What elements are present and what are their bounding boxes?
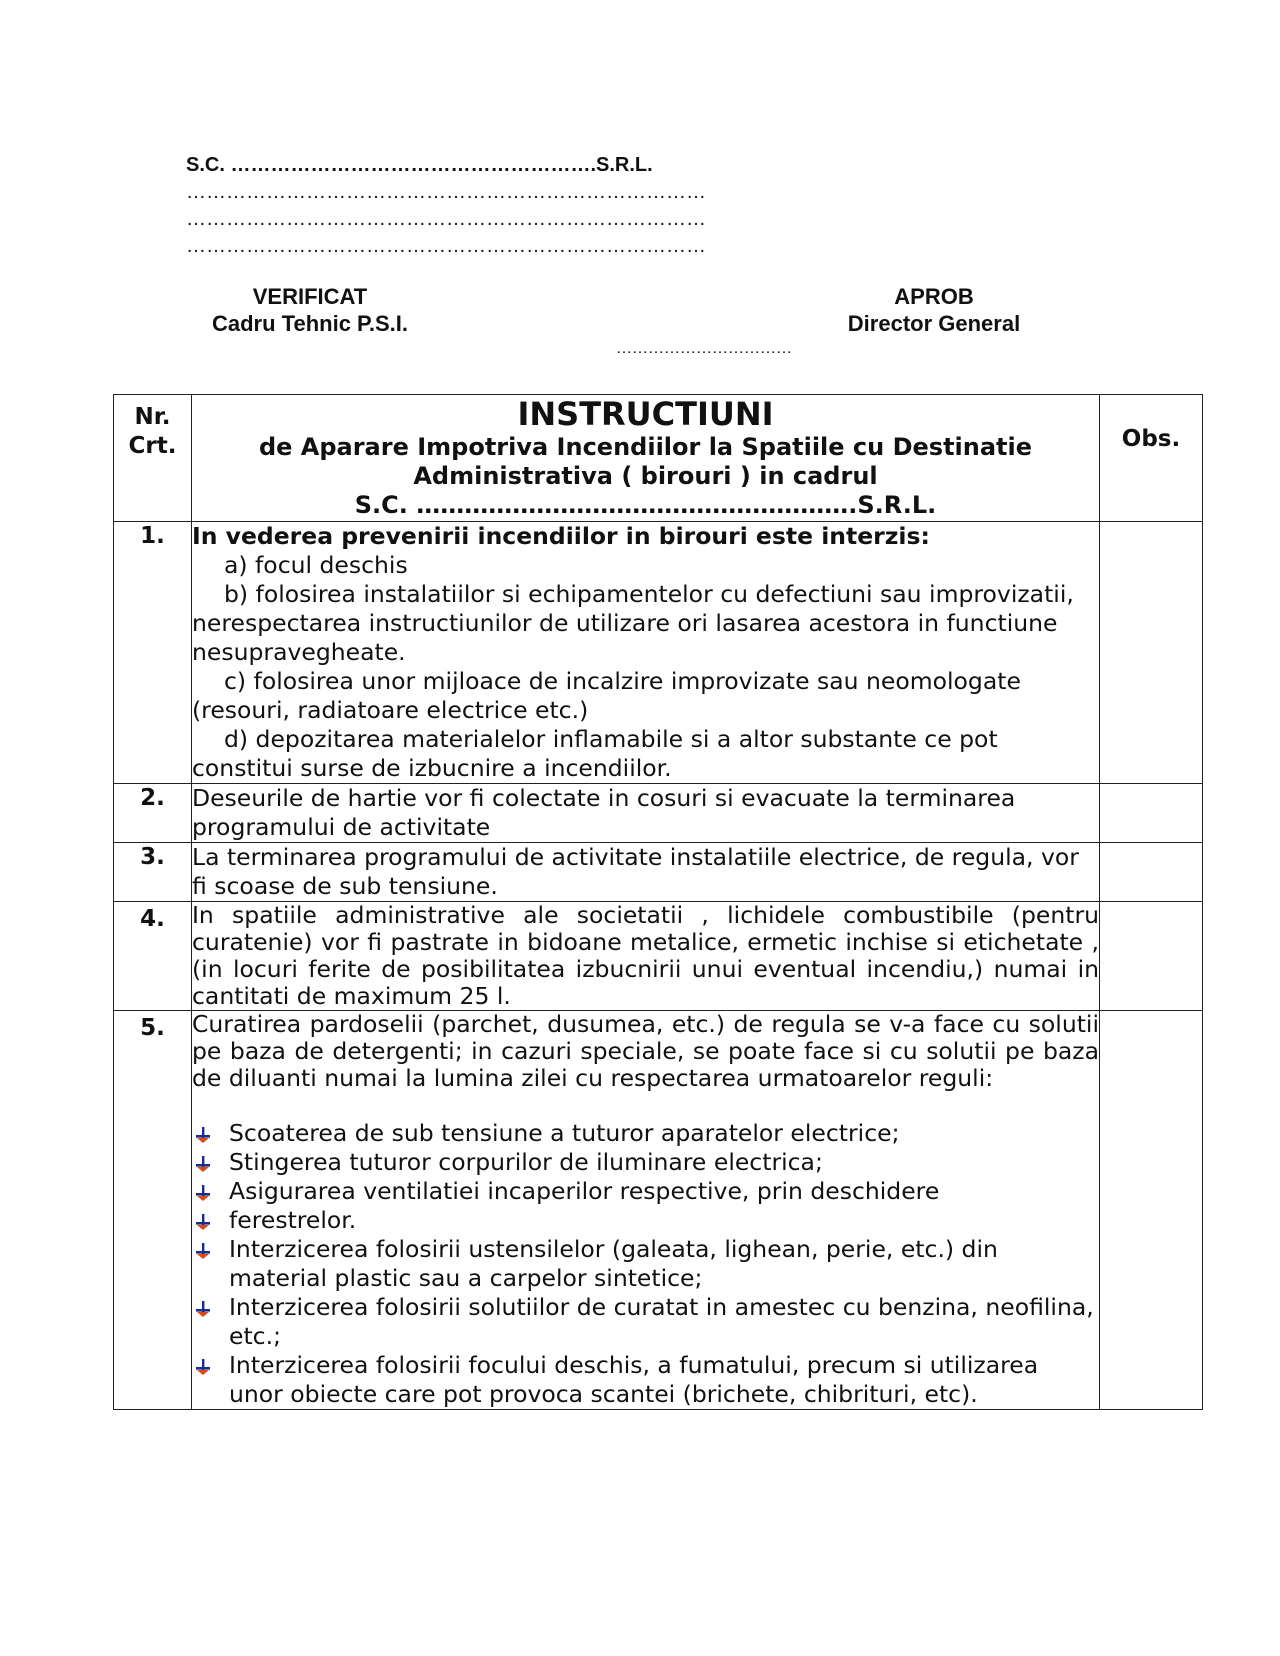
arrow-down-bullet-icon — [194, 1155, 212, 1173]
obs-cell — [1100, 784, 1203, 843]
header-obs-label: Obs. — [1121, 426, 1181, 452]
list-item-text: c) folosirea unor mijloace de incalzire improvizate sau neomologate (resouri, radiatoare electrice etc.) — [192, 667, 1021, 724]
row-content: Deseurile de hartie vor fi colectate in cosuri si evacuate la terminarea programului de activitate — [192, 784, 1100, 843]
table-header-row — [114, 395, 1203, 522]
list-item-text: Interzicerea folosirii solutiilor de curatat in amestec cu benzina, neofilina, etc.; — [229, 1293, 1094, 1350]
list-item: a) focul deschis — [224, 551, 408, 579]
document-subtitle: de Aparare Impotriva Incendiilor la Spatiile cu Destinatie Administrativa ( birouri ) in cadrul — [258, 433, 1033, 490]
table-row — [114, 843, 1203, 902]
verified-title: VERIFICAT — [252, 284, 368, 309]
list-item-text: Asigurarea ventilatiei incaperilor respective, prin deschidere — [229, 1177, 940, 1205]
header-nr-cell — [114, 395, 192, 522]
table-row — [114, 522, 1203, 784]
approved-role: Director General — [847, 311, 1021, 336]
verified-block — [198, 283, 422, 337]
company-address-line: …………………………………………………………………… — [186, 208, 706, 230]
obs-cell — [1100, 522, 1203, 784]
instructions-table — [113, 394, 1203, 1410]
row-number: 5. — [114, 1011, 192, 1410]
list-item — [192, 667, 1099, 725]
table-row — [114, 1011, 1203, 1410]
obs-cell — [1100, 843, 1203, 902]
arrow-down-bullet-icon — [194, 1358, 212, 1376]
row-number: 4. — [114, 902, 192, 1011]
list-item — [192, 1177, 1099, 1206]
list-item — [192, 1148, 1099, 1177]
row-number: 3. — [114, 843, 192, 902]
header-nr-label: Nr. Crt. — [128, 404, 177, 459]
arrow-down-bullet-icon — [194, 1300, 212, 1318]
list-item — [192, 1119, 1099, 1148]
company-block — [186, 152, 706, 260]
list-item — [192, 725, 1099, 783]
row-content: In spatiile administrative ale societatii , lichidele combustibile (pentru curatenie) vor fi pastrate in bidoane metalice, ermetic inchise si etichetate , (in locuri ferite de posibilitatea izbucnirii unui eventual incendiu,) numai in cantitati de maximum 25 l. — [192, 901, 1099, 1010]
arrow-down-bullet-icon — [194, 1126, 212, 1144]
company-name-line: S.C. ……………………………………………….S.R.L. — [186, 154, 653, 176]
row-lead-text: In vederea prevenirii incendiilor in birouri este interzis: — [192, 522, 930, 550]
approved-title: APROB — [894, 284, 974, 309]
row-number: 2. — [114, 784, 192, 843]
list-item — [192, 1351, 1099, 1409]
document-company: S.C. ……………………………………………….S.R.L. — [354, 491, 937, 519]
row-number: 1. — [114, 522, 192, 784]
list-item — [192, 580, 1099, 667]
list-item-text: b) folosirea instalatiilor si echipamentelor cu defectiuni sau improvizatii, nerespectarea instructiunilor de utilizare ori lasarea acestora in functiune nesupravegheate. — [192, 580, 1074, 666]
company-address-line: …………………………………………………………………… — [186, 181, 706, 203]
row-content — [192, 522, 1100, 784]
company-address-line: …………………………………………………………………… — [186, 235, 706, 257]
list-item-text: Scoaterea de sub tensiune a tuturor aparatelor electrice; — [229, 1119, 900, 1147]
list-item — [192, 1293, 1099, 1351]
signature-line: …………………………… — [616, 340, 792, 357]
document-title: INSTRUCTIUNI — [517, 395, 774, 433]
list-item — [192, 1206, 1099, 1235]
obs-cell — [1100, 1011, 1203, 1410]
rules-list — [192, 1119, 1099, 1409]
list-item-text: ferestrelor. — [229, 1206, 357, 1234]
verified-role: Cadru Tehnic P.S.I. — [211, 311, 408, 336]
list-item-text: d) depozitarea materialelor inflamabile si a altor substante ce pot constitui surse de izbucnire a incendiilor. — [192, 725, 998, 782]
row-content: La terminarea programului de activitate instalatiile electrice, de regula, vor fi scoase de sub tensiune. — [192, 843, 1100, 902]
list-item — [192, 1235, 1099, 1293]
header-obs-cell — [1100, 395, 1203, 522]
list-item-text: Interzicerea folosirii focului deschis, a fumatului, precum si utilizarea unor obiecte care pot provoca scantei (brichete, chibrituri, etc). — [229, 1351, 1039, 1408]
approved-block — [824, 283, 1044, 337]
table-row — [114, 784, 1203, 843]
row-intro-text: Curatirea pardoselii (parchet, dusumea, etc.) de regula se v-a face cu solutii pe baza de detergenti; in cazuri speciale, se poate face si cu solutii pe baza de diluanti numai la lumina zilei cu respectarea urmatoarelor reguli: — [192, 1010, 1099, 1092]
obs-cell — [1100, 902, 1203, 1011]
arrow-down-bullet-icon — [194, 1213, 212, 1231]
list-item-text: Stingerea tuturor corpurilor de iluminare electrica; — [229, 1148, 823, 1176]
arrow-down-bullet-icon — [194, 1242, 212, 1260]
table-row — [114, 902, 1203, 1011]
row-content — [192, 1011, 1100, 1410]
list-item-text: Interzicerea folosirii ustensilelor (galeata, lighean, perie, etc.) din material plastic sau a carpelor sintetice; — [229, 1235, 998, 1292]
header-title-cell — [192, 395, 1100, 522]
arrow-down-bullet-icon — [194, 1184, 212, 1202]
